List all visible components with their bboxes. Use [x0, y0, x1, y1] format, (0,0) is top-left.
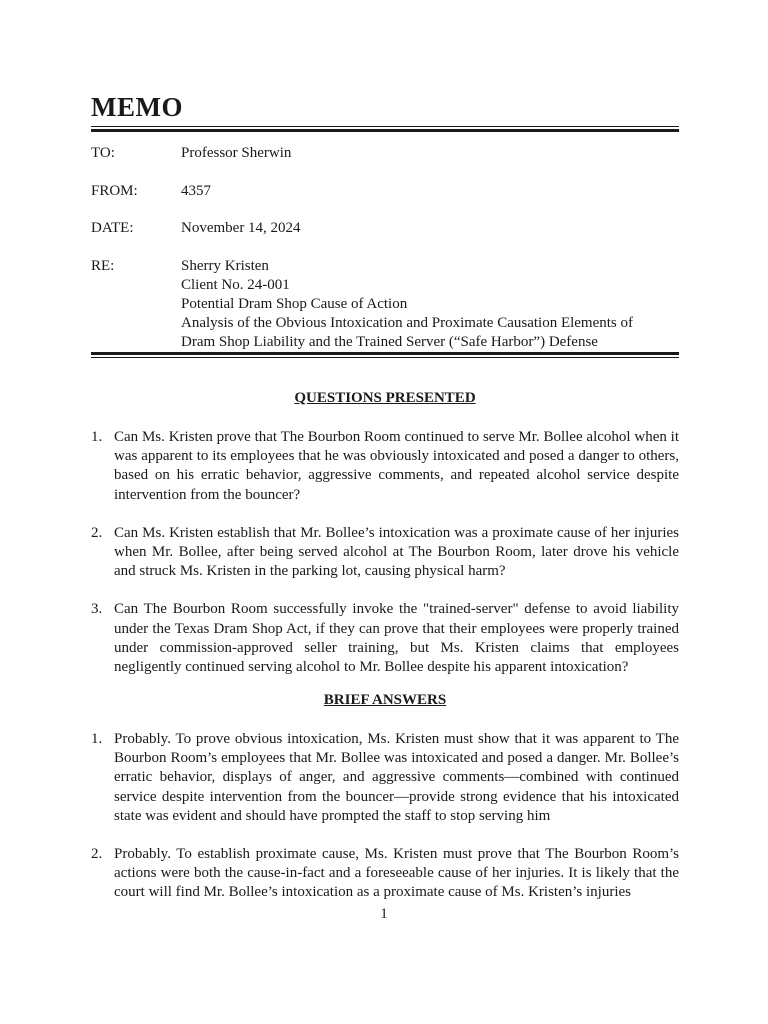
- to-value: Professor Sherwin: [181, 145, 292, 161]
- questions-presented-heading: QUESTIONS PRESENTED: [294, 390, 476, 406]
- date-label: DATE:: [91, 220, 134, 236]
- question-text: Can Ms. Kristen prove that The Bourbon Room continued to serve Mr. Bollee alcohol when it was apparent to its employees that he was obviously intoxicated and posed a danger to others, based on his erratic behavior, aggressive comments, and repeated alcohol service despite intervention from the bouncer?: [114, 429, 679, 503]
- answer-item: [91, 730, 679, 826]
- date-value: November 14, 2024: [181, 220, 301, 236]
- re-line-cause-of-action: Potential Dram Shop Cause of Action: [181, 296, 408, 312]
- header-bottom-rule: [91, 352, 679, 358]
- brief-answers-heading: BRIEF ANSWERS: [323, 692, 447, 708]
- re-value: [181, 257, 681, 352]
- page-number: 1: [380, 906, 388, 922]
- question-number: 2.: [91, 524, 103, 541]
- re-label: RE:: [91, 258, 115, 274]
- memo-title: MEMO: [91, 92, 183, 122]
- answer-text: Probably. To prove obvious intoxication, Ms. Kristen must show that it was apparent to The Bourbon Room’s employees that Mr. Bollee was intoxicated and posed a danger. Mr. Bollee’s erratic behavior, displays of anger, and aggressive comments—combined with continued service despite intervention from the bouncer—provide strong evidence that his intoxicated state was evident and should have prompted the staff to stop serving him: [114, 731, 679, 824]
- answer-text: Probably. To establish proximate cause, Ms. Kristen must prove that The Bourbon Room’s actions were both the cause-in-fact and a foreseeable cause of her injuries. It is likely that the court will find Mr. Bollee’s intoxication as a proximate cause of Ms. Kristen’s injuries: [114, 846, 679, 901]
- question-number: 3.: [91, 601, 103, 618]
- to-label: TO:: [91, 145, 115, 161]
- question-item: [91, 600, 679, 677]
- question-number: 1.: [91, 429, 103, 445]
- question-item: [91, 428, 679, 505]
- header-top-rule: [91, 126, 679, 132]
- answer-number: 1.: [91, 731, 103, 747]
- question-item: [91, 524, 679, 582]
- answers-list: [91, 730, 679, 903]
- question-text: Can Ms. Kristen establish that Mr. Bollee’s intoxication was a proximate cause of her injuries when Mr. Bollee, after being served alcohol at The Bourbon Room, later drove his vehicle and struck Ms. Kristen in the parking lot, causing physical harm?: [114, 524, 679, 580]
- answer-number: 2.: [91, 846, 103, 863]
- re-line-analysis: Analysis of the Obvious Intoxication and Proximate Causation Elements of: [181, 315, 634, 331]
- from-value: 4357: [181, 183, 211, 199]
- re-line-client-name: Sherry Kristen: [181, 258, 269, 274]
- from-label: FROM:: [91, 183, 138, 199]
- re-line-defense: Dram Shop Liability and the Trained Server (“Safe Harbor”) Defense: [181, 334, 598, 350]
- re-line-client-number: Client No. 24-001: [181, 277, 290, 293]
- answer-item: [91, 845, 679, 903]
- questions-list: [91, 428, 679, 677]
- question-text: Can The Bourbon Room successfully invoke the "trained-server" defense to avoid liability under the Texas Dram Shop Act, if they can prove that their employees were properly trained under commission-approved seller training, but Ms. Kristen claims that employees negligently continued serving alcohol to Mr. Bollee despite his apparent intoxication?: [114, 601, 679, 676]
